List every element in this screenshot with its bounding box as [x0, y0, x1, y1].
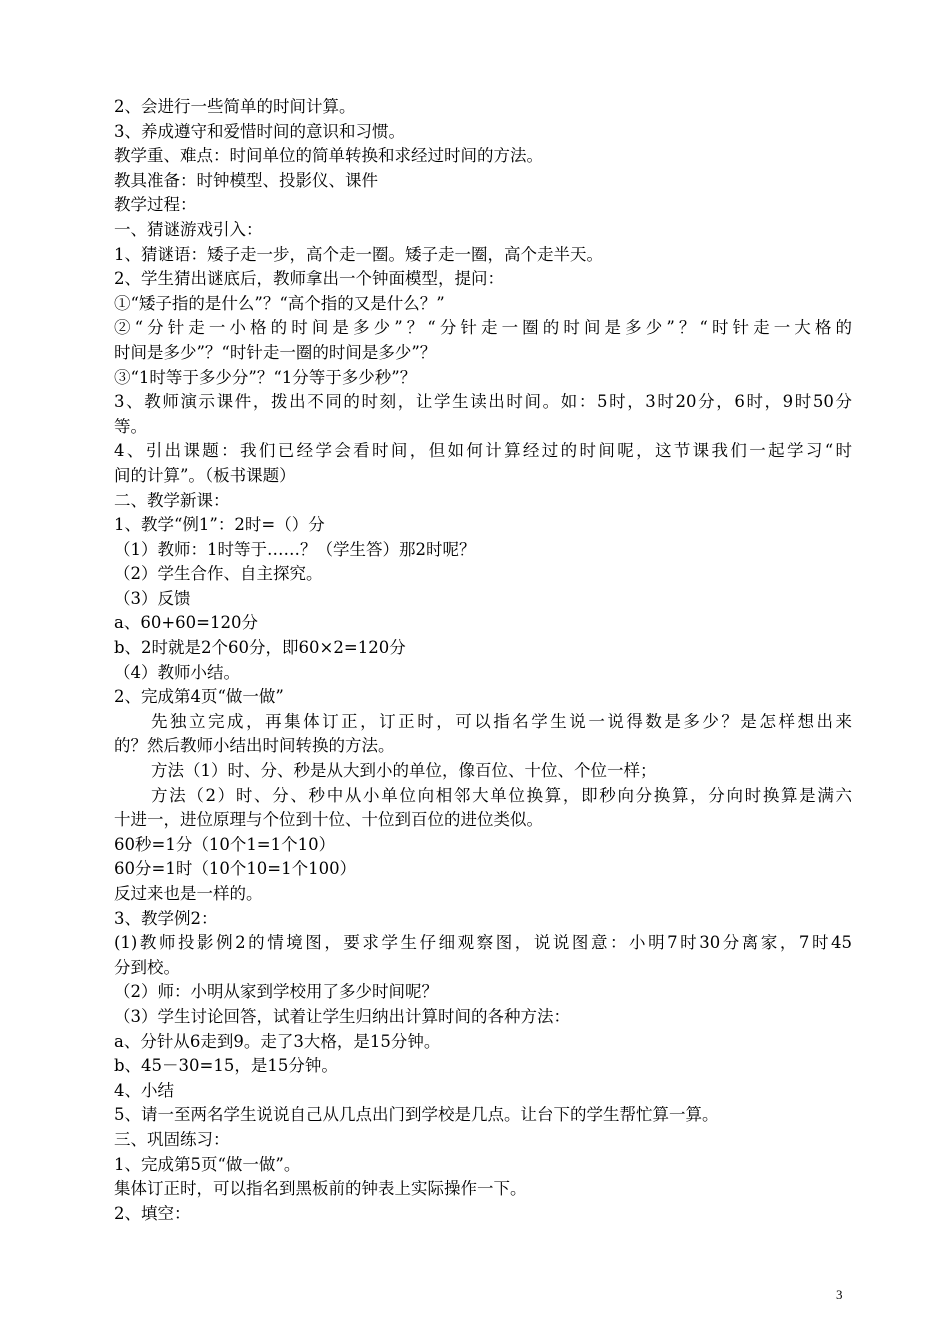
- text-line: 2、学生猜出谜底后，教师拿出一个钟面模型，提问：: [114, 269, 504, 289]
- text-line: b、2时就是2个60分，即60×2=120分: [114, 638, 406, 658]
- text-line: 等。: [114, 416, 147, 436]
- text-line: 教学过程：: [114, 195, 197, 215]
- text-line: 时间是多少”？“时针走一圈的时间是多少”？: [114, 342, 437, 362]
- text-line: 2、完成第4页“做一做”: [114, 687, 284, 707]
- text-line: （3）反馈: [114, 588, 191, 608]
- page-number: 3: [836, 1287, 843, 1302]
- text-line: 的？然后教师小结出时间转换的方法。: [114, 736, 395, 756]
- text-line: 5、请一至两名学生说说自己从几点出门到学校是几点。让台下的学生帮忙算一算。: [114, 1105, 719, 1125]
- text-line: ①“矮子指的是什么”？“高个指的又是什么？”: [114, 293, 445, 313]
- text-line: ②“分针走一小格的时间是多少”？“分针走一圈的时间是多少”？“时针走一大格的: [114, 318, 852, 338]
- text-line: 先独立完成，再集体订正，订正时，可以指名学生说一说得数是多少？是怎样想出来: [151, 711, 852, 731]
- document-body: [114, 95, 852, 1226]
- text-line: 教具准备：时钟模型、投影仪、课件: [114, 170, 378, 190]
- text-line: 3、教师演示课件，拨出不同的时刻，让学生读出时间。如：5时，3时20分，6时，9时50分: [114, 392, 852, 412]
- text-line: 60秒=1分（10个1=1个10）: [114, 834, 336, 854]
- text-line: 2、会进行一些简单的时间计算。: [114, 97, 356, 116]
- text-line: 1、猜谜语：矮子走一步，高个走一圈。矮子走一圈，高个走半天。: [114, 244, 603, 264]
- text-line: 分到校。: [114, 957, 180, 977]
- text-line: 4、引出课题：我们已经学会看时间，但如何计算经过的时间呢，这节课我们一起学习“时: [114, 441, 852, 461]
- text-line: 间的计算”。（板书课题）: [114, 465, 296, 485]
- text-line: 方法（2）时、分、秒中从小单位向相邻大单位换算，即秒向分换算，分向时换算是满六: [151, 785, 852, 805]
- text-line: （3）学生讨论回答，试着让学生归纳出计算时间的各种方法：: [114, 1006, 570, 1026]
- text-line: ③“1时等于多少分”？“1分等于多少秒”？: [114, 367, 417, 387]
- section-heading: 三、巩固练习：: [114, 1129, 230, 1149]
- text-line: 教学重、难点：时间单位的简单转换和求经过时间的方法。: [114, 146, 543, 166]
- text-line: 3、教学例2：: [114, 908, 218, 928]
- text-line: （4）教师小结。: [114, 662, 240, 682]
- section-heading: 二、教学新课：: [114, 490, 230, 510]
- text-line: 集体订正时，可以指名到黑板前的钟表上实际操作一下。: [114, 1179, 527, 1199]
- text-line: (1)教师投影例2的情境图，要求学生仔细观察图，说说图意：小明7时30分离家，7时45: [114, 933, 852, 953]
- text-line: 2、填空：: [114, 1203, 191, 1223]
- text-line: 1、教学“例1”：2时=（）分: [114, 515, 325, 535]
- text-line: 4、小结: [114, 1080, 174, 1100]
- text-line: 3、养成遵守和爱惜时间的意识和习惯。: [114, 121, 405, 141]
- text-line: a、分针从6走到9。走了3大格，是15分钟。: [114, 1031, 441, 1051]
- text-line: 反过来也是一样的。: [114, 884, 263, 903]
- text-line: 方法（1）时、分、秒是从大到小的单位，像百位、十位、个位一样；: [151, 761, 657, 781]
- text-line: b、45－30=15，是15分钟。: [114, 1056, 338, 1076]
- text-line: （1）教师：1时等于……？（学生答）那2时呢？: [114, 539, 476, 559]
- section-heading: 一、猜谜游戏引入：: [114, 219, 263, 239]
- text-line: 60分=1时（10个10=1个100）: [114, 859, 357, 879]
- text-line: （2）学生合作、自主探究。: [114, 564, 323, 584]
- text-line: 1、完成第5页“做一做”。: [114, 1154, 301, 1174]
- text-line: （2）师：小明从家到学校用了多少时间呢？: [114, 982, 438, 1002]
- text-line: 十进一，进位原理与个位到十位、十位到百位的进位类似。: [114, 810, 543, 830]
- text-line: a、60+60=120分: [114, 613, 258, 633]
